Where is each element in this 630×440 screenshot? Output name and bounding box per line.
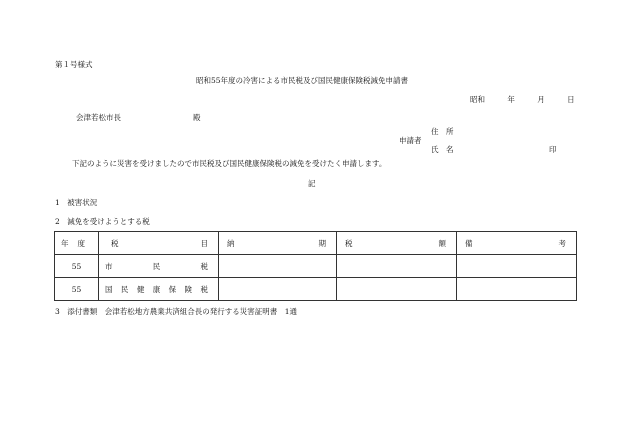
date-day: 日 bbox=[567, 95, 575, 104]
item-tax-for-reduction: 2 減免を受けようとする税 bbox=[55, 217, 150, 226]
item-attachments: 3 添付書類 会津若松地方農業共済組合長の発行する災害証明書 1通 bbox=[55, 307, 298, 316]
item-damage-status: 1 被害状況 bbox=[55, 198, 98, 207]
row2-tax-amount bbox=[337, 278, 457, 301]
applicant-label: 申請者 bbox=[399, 136, 422, 145]
document-title: 昭和55年度の冷害による市民税及び国民健康保険税減免申請書 bbox=[196, 76, 409, 85]
name-label: 氏 名 bbox=[431, 145, 454, 154]
row1-due-date bbox=[219, 255, 337, 278]
row1-year: 55 bbox=[55, 255, 99, 278]
header-tax-amount: 税 額 bbox=[337, 232, 457, 255]
tax-table bbox=[54, 231, 577, 301]
header-year: 年 度 bbox=[55, 232, 99, 255]
addressee: 会津若松市長 bbox=[76, 113, 121, 122]
row2-remarks bbox=[457, 278, 577, 301]
ki-heading: 記 bbox=[308, 179, 316, 188]
addressee-honorific: 殿 bbox=[193, 113, 201, 122]
row2-tax-item: 国 民 健 康 保 険 税 bbox=[99, 278, 219, 301]
address-label: 住 所 bbox=[431, 127, 454, 136]
date-era: 昭和 bbox=[470, 95, 485, 104]
header-due-date: 納 期 bbox=[219, 232, 337, 255]
row1-tax-item: 市 民 税 bbox=[99, 255, 219, 278]
table-header-row bbox=[55, 232, 577, 255]
table-row bbox=[55, 278, 577, 301]
header-remarks: 備 考 bbox=[457, 232, 577, 255]
date-year: 年 bbox=[507, 95, 515, 104]
header-tax-item: 税 目 bbox=[99, 232, 219, 255]
row2-due-date bbox=[219, 278, 337, 301]
form-number: 第１号様式 bbox=[55, 60, 93, 69]
row1-remarks bbox=[457, 255, 577, 278]
table-row bbox=[55, 255, 577, 278]
date-month: 月 bbox=[537, 95, 545, 104]
body-text: 下記のように災害を受けましたので市民税及び国民健康保険税の減免を受けたく申請します。 bbox=[72, 159, 387, 168]
row1-tax-amount bbox=[337, 255, 457, 278]
row2-year: 55 bbox=[55, 278, 99, 301]
seal-mark: 印 bbox=[549, 145, 557, 154]
date-line bbox=[470, 96, 575, 104]
